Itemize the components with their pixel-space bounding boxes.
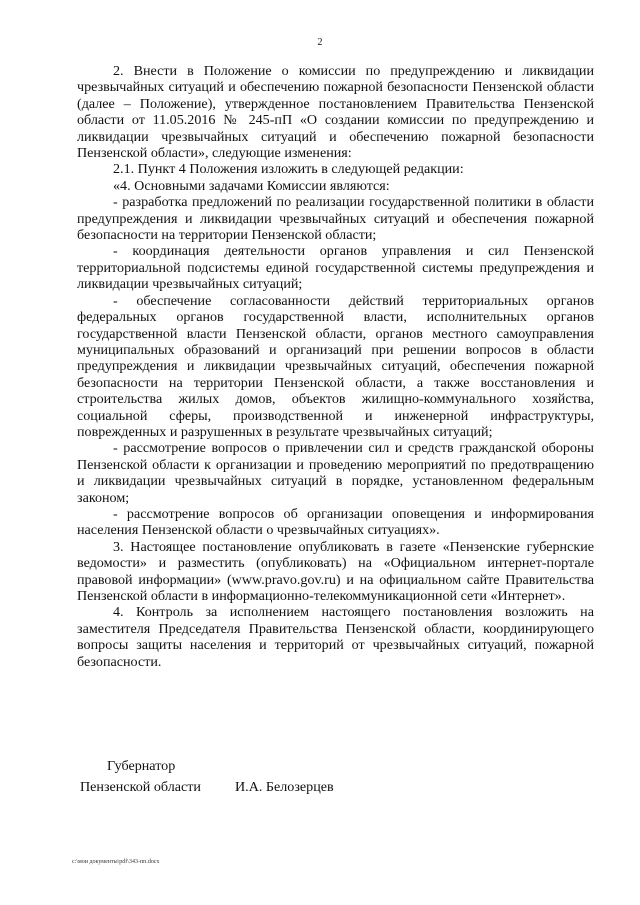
paragraph-task-4: - рассмотрение вопросов о привлечении сил и средств гражданской обороны Пензенской области к организации и проведению мероприятий по предотвращению и ликвидации чрезвычайных ситуаций в порядке, установленном федеральным законом; — [77, 440, 594, 506]
document-body — [77, 63, 594, 670]
paragraph-task-5: - рассмотрение вопросов об организации оповещения и информирования населения Пензенской области о чрезвычайных ситуациях». — [77, 505, 594, 539]
signatory-title-line1: Губернатор — [107, 758, 176, 774]
paragraph-item-3: 3. Настоящее постановление опубликовать в газете «Пензенские губернские ведомости» и разместить (опубликовать) на «Официальном интернет-портале правовой информации» (www.pravo.gov.ru) и на официальном сайте Правительства Пензенской области в информационно-телекоммуникационной сети «Интернет». — [77, 538, 594, 604]
paragraph-task-1: - разработка предложений по реализации государственной политики в области предупреждения и ликвидации чрезвычайных ситуаций и обеспечения пожарной безопасности на территории Пензенской области; — [77, 194, 594, 244]
paragraph-task-2: - координация деятельности органов управления и сил Пензенской территориальной подсистемы единой государственной системы предупреждения и ликвидации чрезвычайных ситуаций; — [77, 243, 594, 293]
paragraph-point-4-intro: «4. Основными задачами Комиссии являются: — [113, 177, 390, 194]
paragraph-item-2: 2. Внести в Положение о комиссии по предупреждению и ликвидации чрезвычайных ситуаций и обеспечению пожарной безопасности Пензенской области (далее – Положение), утвержденное постановлением Правительства Пензенской области от 11.05.2016 № 245-пП «О создании комиссии по предупреждению и ликвидации чрезвычайных ситуаций и обеспечению пожарной безопасности Пензенской области», следующие изменения: — [77, 63, 594, 162]
file-path-footer: c:\мои документы\pdf\343-пп.docx — [72, 859, 160, 865]
signatory-title-line2: Пензенской области — [80, 779, 201, 795]
signature-block — [77, 756, 477, 798]
paragraph-task-3: - обеспечение согласованности действий территориальных органов федеральных органов государственной власти, исполнительных органов государственной власти Пензенской области, органов местного самоуправления муниципальных образований и организаций при решении вопросов в области предупреждения и ликвидации чрезвычайных ситуаций, обеспечения пожарной безопасности на территории Пензенской области, а также восстановления и строительства жилых домов, объектов жилищно-коммунального хозяйства, социальной сферы, производственной и инженерной инфраструктуры, поврежденных и разрушенных в результате чрезвычайных ситуаций; — [77, 292, 594, 440]
paragraph-item-4: 4. Контроль за исполнением настоящего постановления возложить на заместителя Председателя Правительства Пензенской области, координирующего вопросы защиты населения и территорий от чрезвычайных ситуаций, пожарной безопасности. — [77, 604, 594, 670]
signatory-name: И.А. Белозерцев — [235, 779, 334, 795]
page-number: 2 — [317, 37, 323, 48]
paragraph-item-2-1: 2.1. Пункт 4 Положения изложить в следующей редакции: — [113, 161, 464, 178]
